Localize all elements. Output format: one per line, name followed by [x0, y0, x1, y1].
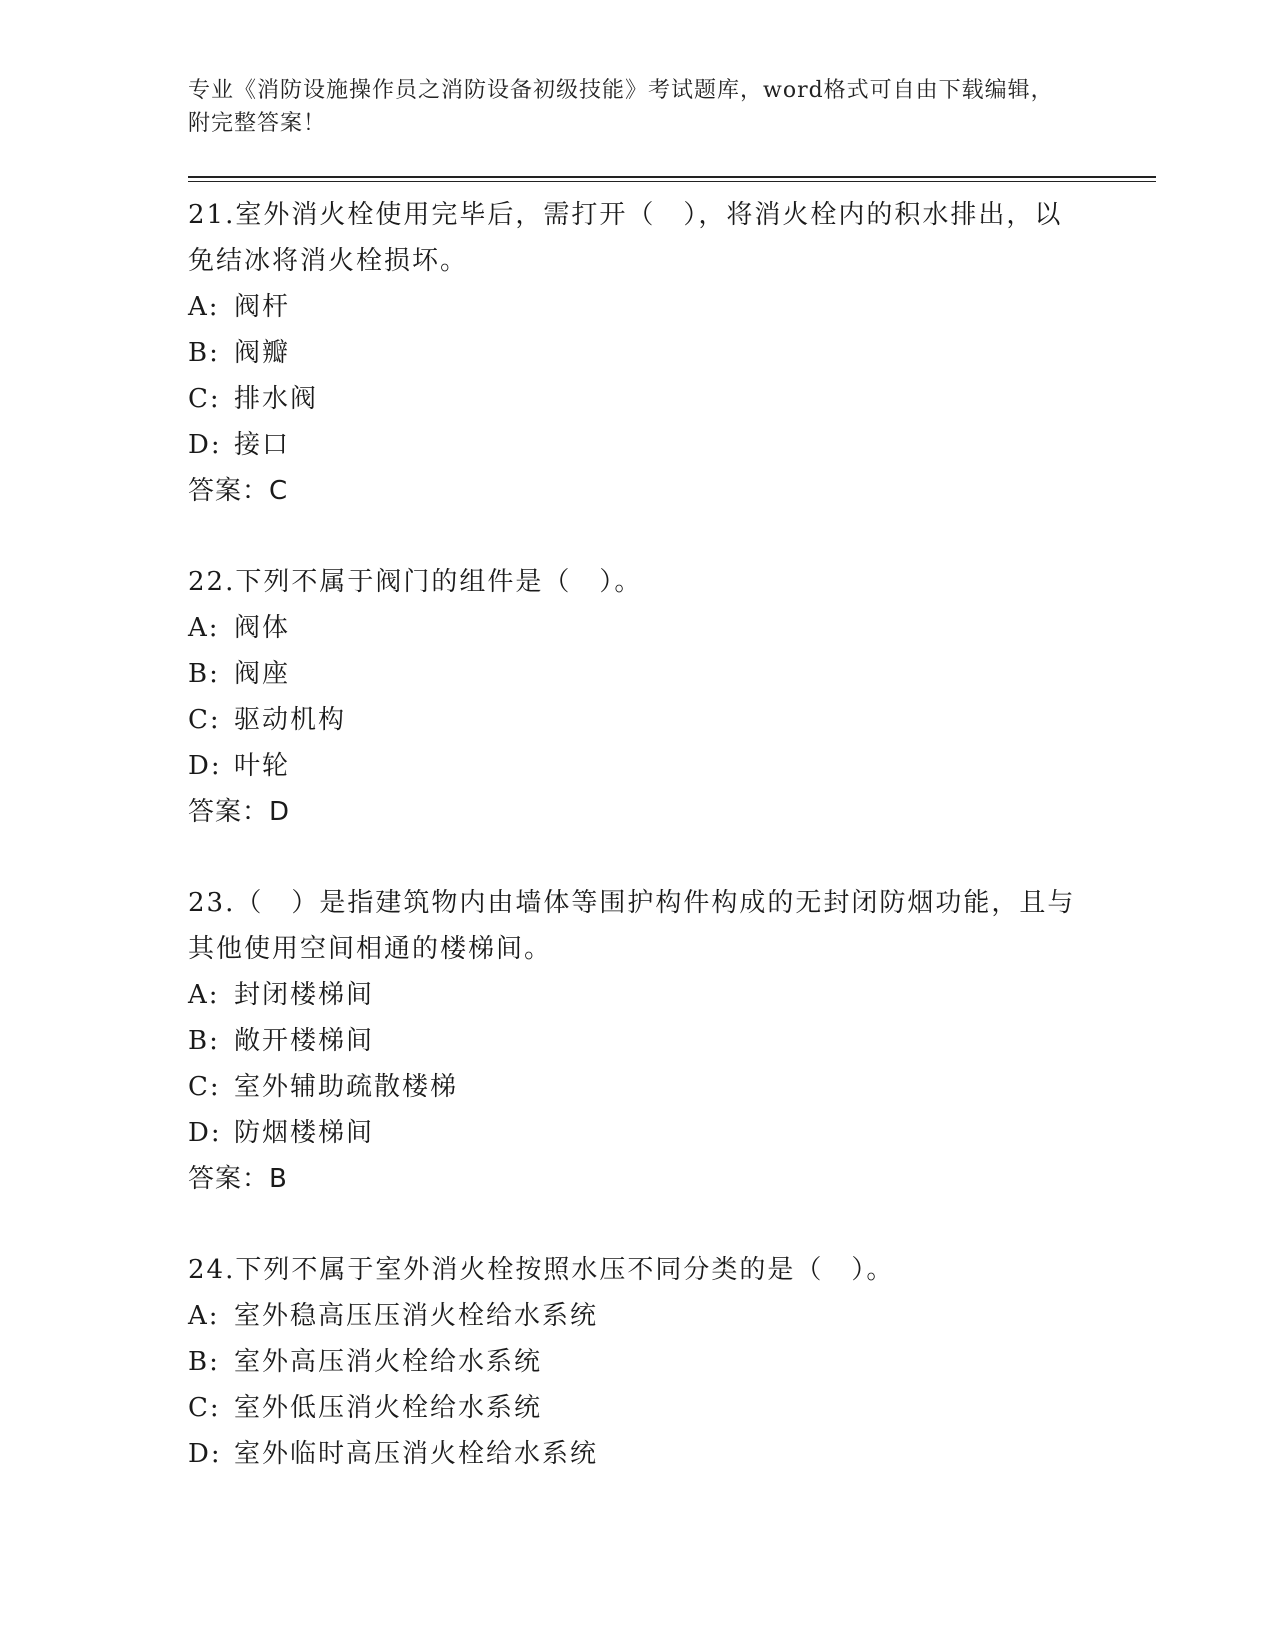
option-d [188, 1431, 1088, 1477]
option-a [188, 972, 1088, 1018]
option-text: 阀瓣 [234, 338, 291, 368]
option-letter: B: [188, 659, 220, 689]
option-text: 敞开楼梯间 [234, 1026, 375, 1056]
answer-value: C [269, 476, 289, 506]
option-letter: D: [188, 430, 222, 460]
question-23 [188, 880, 1088, 1202]
option-letter: D: [188, 1118, 222, 1148]
answer-value: B [269, 1164, 288, 1194]
option-text: 排水阀 [234, 384, 319, 414]
question-24 [188, 1247, 1088, 1477]
answer-label: 答案： [188, 476, 270, 506]
question-list [188, 186, 1088, 1477]
option-a [188, 284, 1088, 330]
option-text: 室外临时高压消火栓给水系统 [234, 1439, 599, 1469]
option-letter: C: [188, 705, 221, 735]
option-d [188, 422, 1088, 468]
answer-label: 答案： [188, 1164, 270, 1194]
question-22 [188, 559, 1088, 835]
option-c [188, 376, 1088, 422]
option-d [188, 1110, 1088, 1156]
option-text: 阀杆 [234, 292, 291, 322]
question-stem: 22.下列不属于阀门的组件是（ ）。 [188, 567, 643, 597]
option-text: 阀体 [234, 613, 291, 643]
option-text: 驱动机构 [234, 705, 347, 735]
option-text: 室外高压消火栓给水系统 [234, 1347, 543, 1377]
question-stem: 23.（ ）是指建筑物内由墙体等围护构件构成的无封闭防烟功能，且与其他使用空间相通的楼梯间。 [188, 888, 1076, 964]
answer-line [188, 789, 1088, 835]
option-text: 室外辅助疏散楼梯 [234, 1072, 459, 1102]
option-d [188, 743, 1088, 789]
option-b [188, 1018, 1088, 1064]
option-text: 接口 [234, 430, 291, 460]
option-text: 封闭楼梯间 [234, 980, 375, 1010]
option-letter: C: [188, 1072, 221, 1102]
option-letter: B: [188, 338, 220, 368]
answer-line [188, 1156, 1088, 1202]
option-b [188, 1339, 1088, 1385]
option-letter: A: [188, 613, 220, 643]
question-stem: 24.下列不属于室外消火栓按照水压不同分类的是（ ）。 [188, 1255, 895, 1285]
option-letter: B: [188, 1347, 220, 1377]
option-text: 室外稳高压压消火栓给水系统 [234, 1301, 599, 1331]
option-text: 防烟楼梯间 [234, 1118, 375, 1148]
option-a [188, 1293, 1088, 1339]
option-a [188, 605, 1088, 651]
answer-line [188, 468, 1088, 514]
document-header: 专业《消防设施操作员之消防设备初级技能》考试题库，word格式可自由下载编辑，附完整答案！ [188, 78, 1054, 136]
option-letter: A: [188, 980, 220, 1010]
option-letter: D: [188, 751, 222, 781]
header-divider-thick [188, 176, 1156, 178]
option-letter: A: [188, 1301, 220, 1331]
question-stem: 21.室外消火栓使用完毕后，需打开（ ），将消火栓内的积水排出，以免结冰将消火栓损坏。 [188, 200, 1063, 276]
option-text: 叶轮 [234, 751, 291, 781]
option-c [188, 1385, 1088, 1431]
option-b [188, 330, 1088, 376]
option-letter: D: [188, 1439, 222, 1469]
option-letter: B: [188, 1026, 220, 1056]
option-b [188, 651, 1088, 697]
option-c [188, 697, 1088, 743]
option-letter: A: [188, 292, 220, 322]
answer-label: 答案： [188, 797, 270, 827]
option-text: 阀座 [234, 659, 291, 689]
header-divider-thin [188, 181, 1156, 182]
option-text: 室外低压消火栓给水系统 [234, 1393, 543, 1423]
option-letter: C: [188, 1393, 221, 1423]
question-21 [188, 192, 1088, 514]
option-c [188, 1064, 1088, 1110]
option-letter: C: [188, 384, 221, 414]
answer-value: D [269, 797, 291, 827]
